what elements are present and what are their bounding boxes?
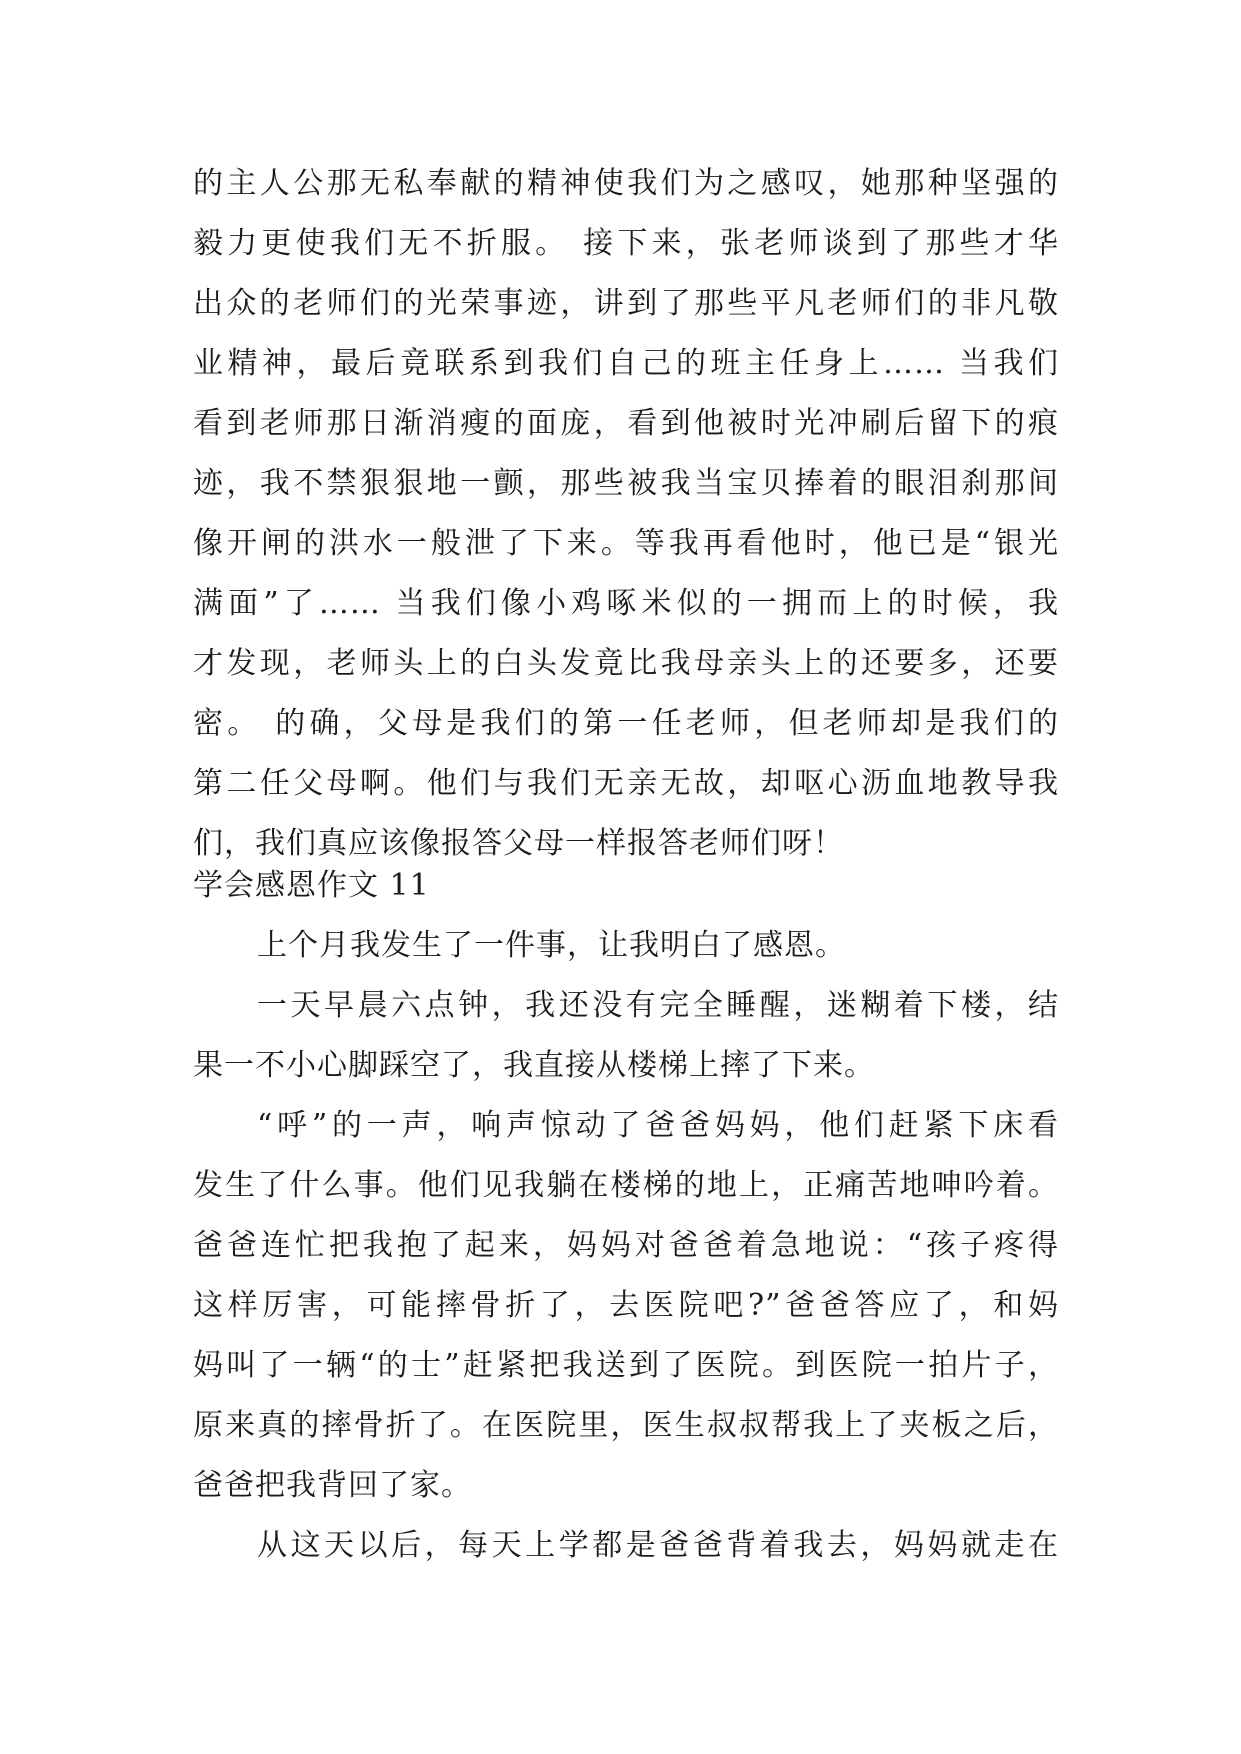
- text-line: 迹，我不禁狠狠地一颤，那些被我当宝贝捧着的眼泪刹那间: [193, 466, 1059, 501]
- text-line: 从这天以后，每天上学都是爸爸背着我去，妈妈就走在: [257, 1528, 1059, 1563]
- text-line: 爸爸把我背回了家。: [193, 1468, 472, 1503]
- section-heading: 学会感恩作文 11: [193, 868, 430, 903]
- text-line: 像开闸的洪水一般泄了下来。等我再看他时，他已是“银光: [193, 526, 1059, 561]
- text-line: 毅力更使我们无不折服。 接下来，张老师谈到了那些才华: [193, 226, 1059, 261]
- text-line: 第二任父母啊。他们与我们无亲无故，却呕心沥血地教导我: [193, 766, 1059, 801]
- paragraph-teacher-gratitude: [193, 154, 1059, 874]
- text-line: 这样厉害，可能摔骨折了，去医院吧?”爸爸答应了，和妈: [193, 1288, 1059, 1323]
- text-line: 出众的老师们的光荣事迹，讲到了那些平凡老师们的非凡敬: [193, 286, 1059, 321]
- text-line: 爸爸连忙把我抱了起来，妈妈对爸爸着急地说：“孩子疼得: [193, 1228, 1059, 1263]
- text-line: 满面”了…… 当我们像小鸡啄米似的一拥而上的时候，我: [193, 586, 1059, 621]
- essay-body: [193, 916, 1059, 1576]
- text-line: 原来真的摔骨折了。在医院里，医生叔叔帮我上了夹板之后，: [193, 1408, 1059, 1443]
- text-line: 发生了什么事。他们见我躺在楼梯的地上，正痛苦地呻吟着。: [193, 1168, 1059, 1203]
- text-line: 一天早晨六点钟，我还没有完全睡醒，迷糊着下楼，结: [257, 988, 1059, 1023]
- text-line: 业精神，最后竟联系到我们自己的班主任身上…… 当我们: [193, 346, 1059, 381]
- text-line: 的主人公那无私奉献的精神使我们为之感叹，她那种坚强的: [193, 166, 1059, 201]
- text-line: 才发现，老师头上的白头发竟比我母亲头上的还要多，还要: [193, 646, 1059, 681]
- text-line: 密。 的确，父母是我们的第一任老师，但老师却是我们的: [193, 706, 1059, 741]
- text-line: 看到老师那日渐消瘦的面庞，看到他被时光冲刷后留下的痕: [193, 406, 1059, 441]
- text-line: 们，我们真应该像报答父母一样报答老师们呀！: [193, 826, 844, 861]
- text-line: 上个月我发生了一件事，让我明白了感恩。: [257, 928, 846, 963]
- text-line: 妈叫了一辆“的士”赶紧把我送到了医院。到医院一拍片子，: [193, 1348, 1059, 1383]
- text-line: “呼”的一声，响声惊动了爸爸妈妈，他们赶紧下床看: [257, 1108, 1059, 1143]
- text-line: 果一不小心脚踩空了，我直接从楼梯上摔了下来。: [193, 1048, 875, 1083]
